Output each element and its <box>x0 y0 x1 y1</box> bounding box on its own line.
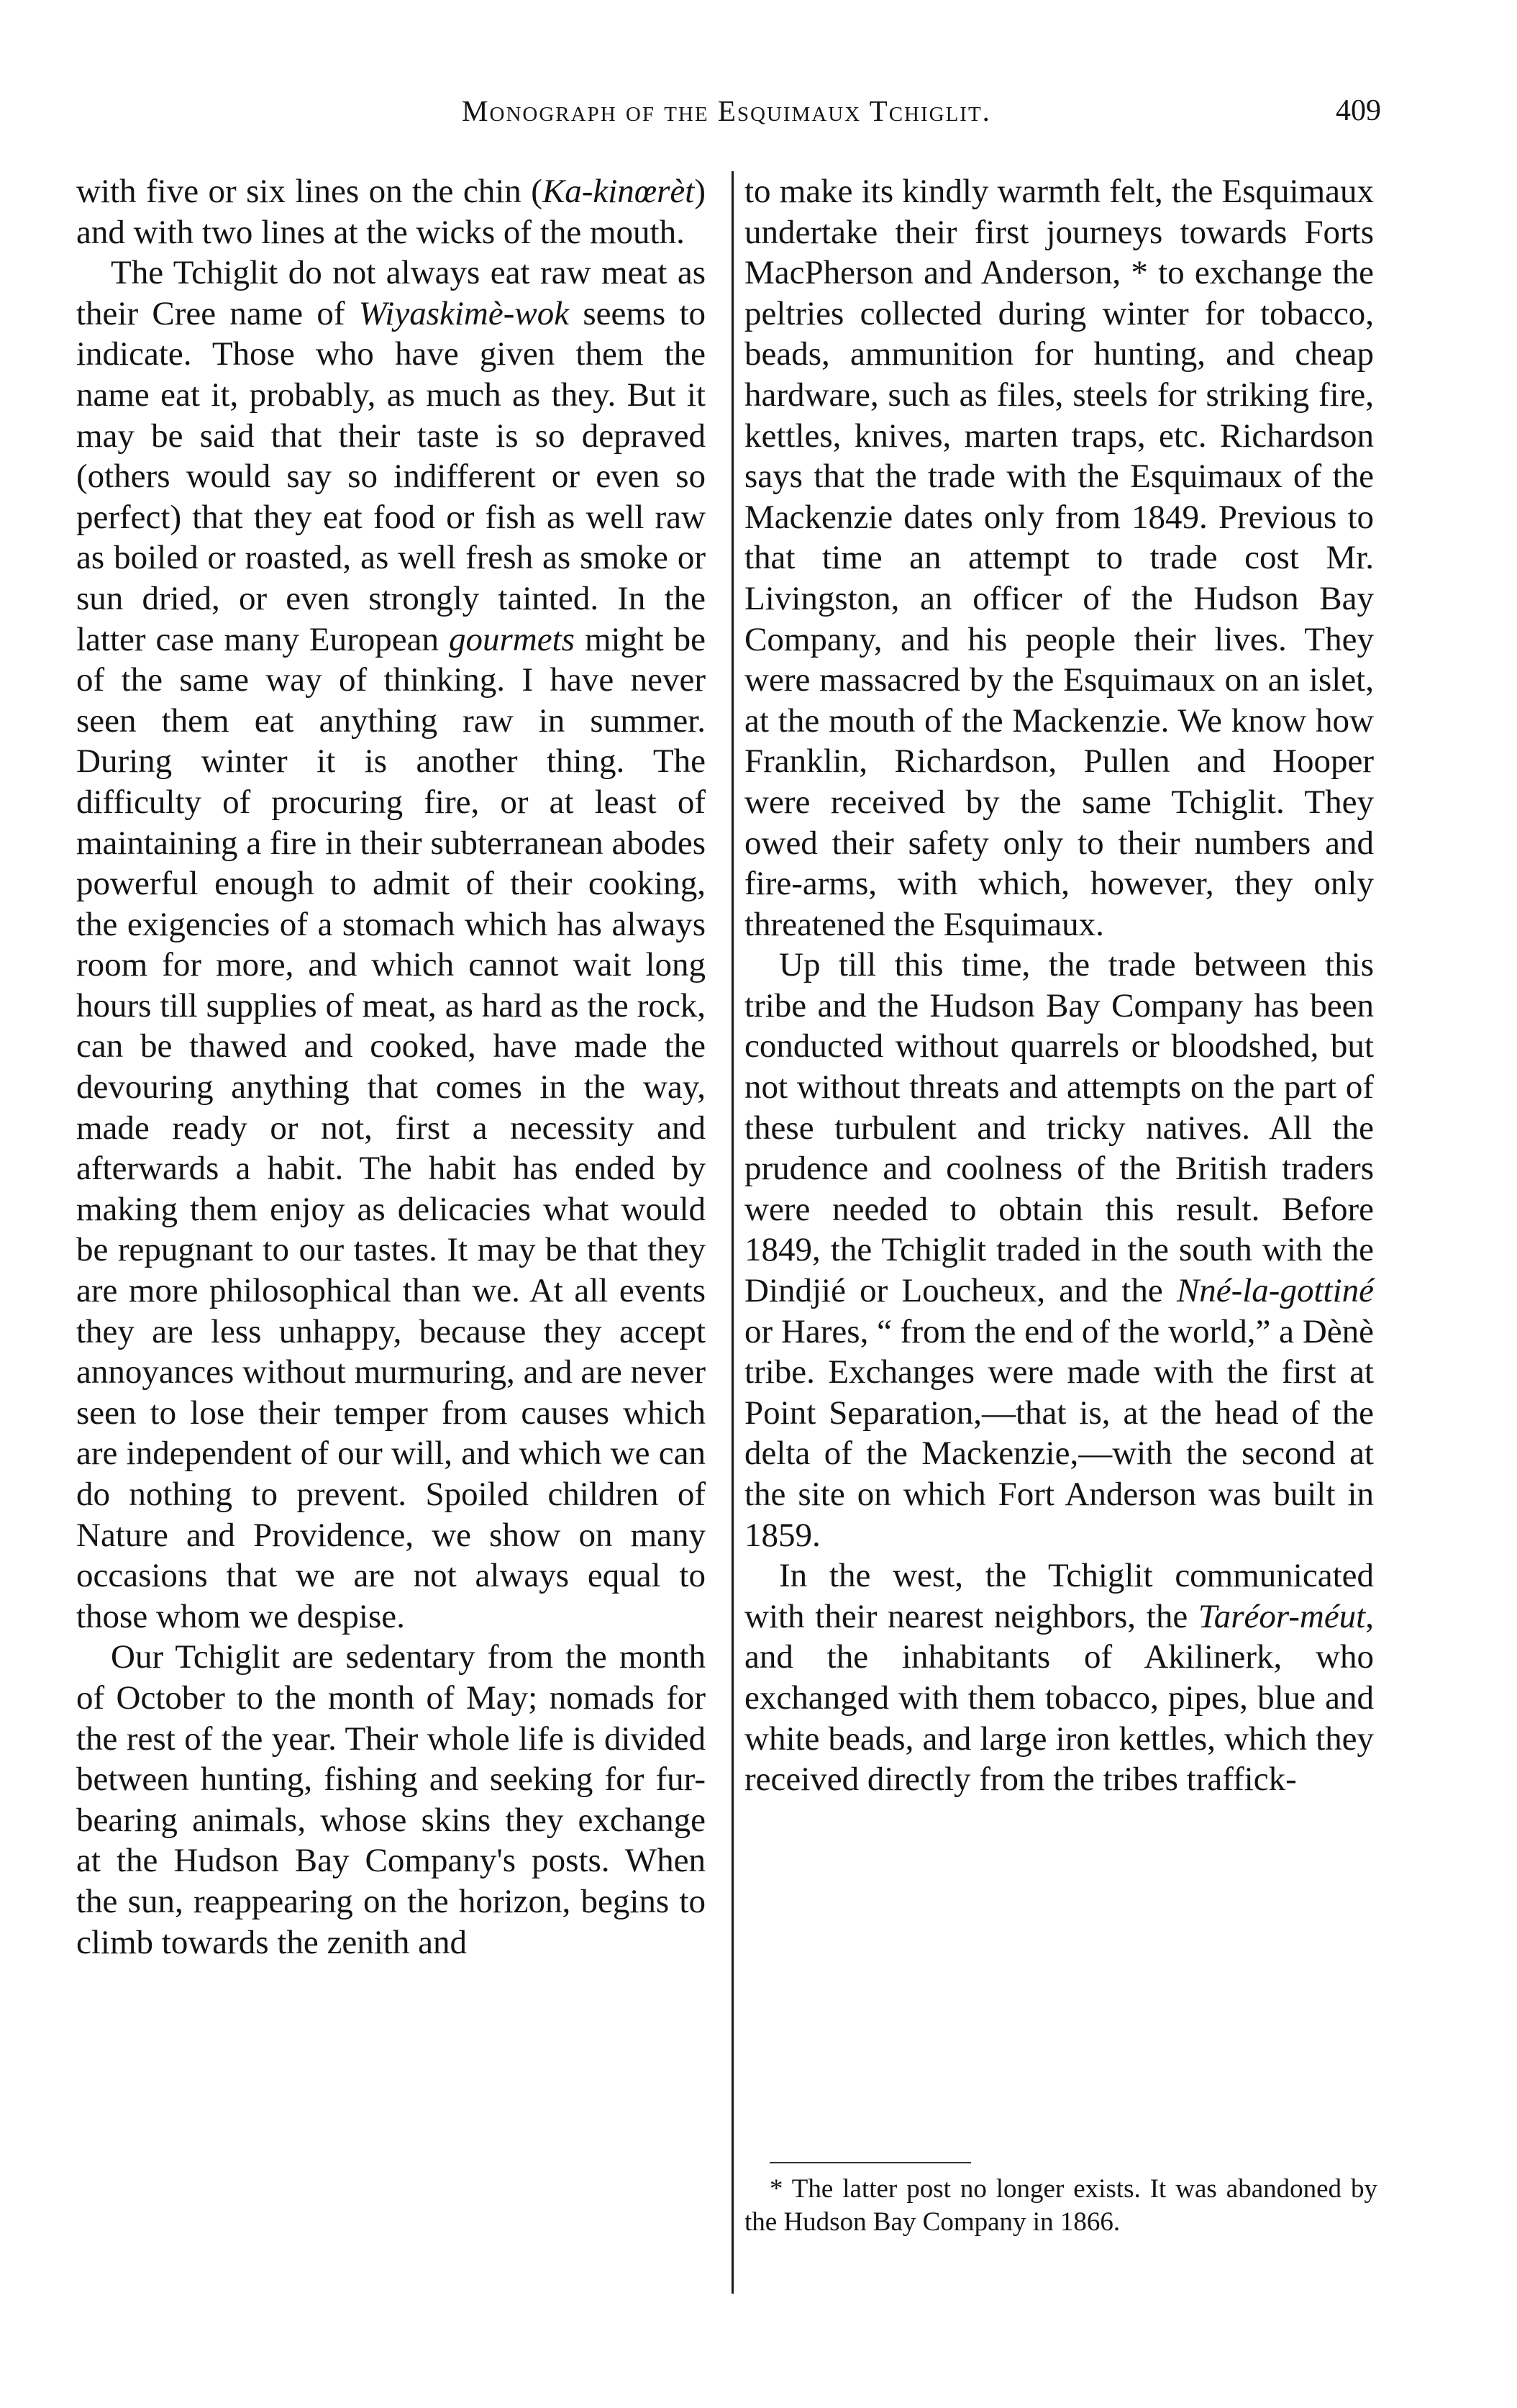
right-paragraph-2: Up till this time, the trade between this tribe and the Hudson Bay Company has been conducted without quarrels or bloodshed, but not without threats and attempts on the part of these turbulent and tricky natives. All the prudence and coolness of the British traders were needed to obtain this result. Before 1849, the Tchiglit traded in the south with the Dindjié or Loucheux, and the Nné-la-gottiné or Hares, “ from the end of the world,” a Dènè tribe. Exchanges were made with the first at Point Separation,—that is, at the head of the delta of the Mackenzie,—with the second at the site on which Fort Anderson was built in 1859. <box>744 946 1374 1554</box>
column-rule <box>732 171 734 2294</box>
left-paragraph-1: with five or six lines on the chin (Ka-kinœrèt) and with two lines at the wicks of the mouth. <box>76 173 706 251</box>
left-column <box>76 171 706 1963</box>
left-paragraph-2: The Tchiglit do not always eat raw meat as their Cree name of Wiyaskimè-wok seems to indicate. Those who have given them the name eat it, probably, as much as they. But it may be said that their taste is so depraved (others would say so indifferent or even so perfect) that they eat food or fish as well raw as boiled or roasted, as well fresh as smoke or sun dried, or even strongly tainted. In the latter case many European gourmets might be of the same way of thinking. I have never seen them eat anything raw in summer. During winter it is another thing. The difficulty of procuring fire, or at least of maintaining a fire in their subterranean abodes powerful enough to admit of their cooking, the exigencies of a stomach which has always room for more, and which cannot wait long hours till supplies of meat, as hard as the rock, can be thawed and cooked, have made the devouring anything that comes in the way, made ready or not, first a necessity and afterwards a habit. The habit has ended by making them enjoy as delicacies what would be repugnant to our tastes. It may be that they are more philosophical than we. At all events they are less unhappy, because they accept annoyances without murmuring, and are never seen to lose their temper from causes which are independent of our will, and which we can do nothing to prevent. Spoiled children of Nature and Providence, we show on many occasions that we are not always equal to those whom we despise. <box>76 254 706 1635</box>
right-column <box>744 171 1374 1800</box>
right-paragraph-3: In the west, the Tchiglit communicated with their nearest neighbors, the Taréor-méut, and the inhabitants of Akilinerk, who exchanged with them tobacco, pipes, blue and white beads, and large iron kettles, which they received directly from the tribes traffick- <box>744 1557 1374 1799</box>
page-header <box>72 94 1381 137</box>
page-number: 409 <box>1336 94 1381 127</box>
footnote <box>744 2173 1377 2239</box>
footnote-rule <box>770 2162 971 2163</box>
running-title: Monograph of the Esquimaux Tchiglit. <box>462 94 991 127</box>
footnote-text: * The latter post no longer exists. It was abandoned by the Hudson Bay Company in 1866. <box>744 2174 1377 2237</box>
right-paragraph-1: to make its kindly warmth felt, the Esquimaux undertake their first journeys towards Forts MacPherson and Anderson, * to exchange the peltries collected during winter for tobacco, beads, ammunition for hunting, and cheap hardware, such as files, steels for striking fire, kettles, knives, marten traps, etc. Richardson says that the trade with the Esquimaux of the Mackenzie dates only from 1849. Previous to that time an attempt to trade cost Mr. Livingston, an officer of the Hudson Bay Company, and his people their lives. They were massacred by the Esquimaux on an islet, at the mouth of the Mackenzie. We know how Franklin, Richardson, Pullen and Hooper were received by the same Tchiglit. They owed their safety only to their numbers and fire-arms, with which, however, they only threatened the Esquimaux. <box>744 173 1374 943</box>
left-paragraph-3: Our Tchiglit are sedentary from the month of October to the month of May; nomads for the rest of the year. Their whole life is divided between hunting, fishing and seeking for fur-bearing animals, whose skins they exchange at the Hudson Bay Company's posts. When the sun, reappearing on the horizon, begins to climb towards the zenith and <box>76 1638 706 1961</box>
